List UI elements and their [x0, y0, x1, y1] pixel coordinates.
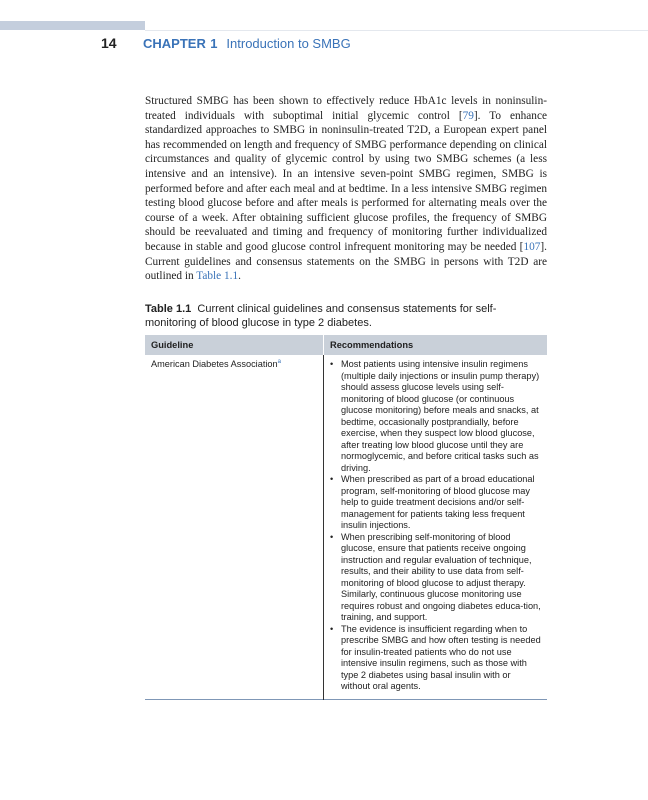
recommendation-text: Most patients using intensive insulin regimens (multiple daily injections or insulin pump therapy) should assess glucose levels using self-monitoring of blood glucose (or continuous glucose monitoring) before meals and snacks, at bedtime, occasionally postprandially, before exercise, when they suspect low blood glucose, after treating low blood glucose until they are normoglycemic, and before critical tasks such as driving. — [341, 359, 540, 473]
citation-link-79[interactable]: 79 — [462, 109, 474, 122]
recommendation-text: The evidence is insufficient regarding when to prescribe SMBG and how often testing is needed for insulin-treated patients who do not use intensive insulin regimens, such as those with type 2 diabetes using basal insulin with or without oral agents. — [341, 623, 541, 691]
page-number: 14 — [101, 35, 117, 51]
bullet-icon: • — [330, 474, 334, 484]
citation-link-107[interactable]: 107 — [523, 240, 541, 253]
guidelines-table — [145, 335, 547, 700]
table-caption-label: Table 1.1 — [145, 303, 192, 315]
table-caption — [145, 302, 547, 330]
table-caption-text: Current clinical guidelines and consensus statements for self-monitoring of blood glucose in type 2 diabetes. — [145, 303, 497, 329]
recommendations-list — [330, 359, 541, 693]
body-paragraph — [145, 94, 547, 284]
bullet-icon: • — [330, 531, 334, 542]
recommendation-text: When prescribed as part of a broad educational program, self-monitoring of blood glucose may help to guide treatment decisions and/or self-management for patients taking less frequent insulin injections. — [341, 474, 535, 530]
table-header-row — [145, 335, 547, 355]
paragraph-text-2: ]. To enhance standardized approaches to SMBG in noninsulin-treated T2D, a European expert panel has recommended on length and frequency of SMBG performance depending on clinical circumstances and quality of glycemic control by using two SMBG schemes (a less intensive and an intensive). In an intensive seven-point SMBG regimen, SMBG is performed before and after each meal and at bedtime. In a less intensive SMBG regimen testing blood glucose before and after meals is performed for alternating meals over the course of a week. After obtaining sufficient glucose profiles, the frequency of SMBG should be reevaluated and timing and frequency of monitoring further individualized because in stable and good glucose control infrequent monitoring may be needed [ — [145, 109, 547, 253]
list-item — [330, 359, 541, 474]
column-header-guideline: Guideline — [145, 335, 324, 355]
guideline-name: American Diabetes Association — [151, 359, 278, 369]
recommendations-cell — [324, 355, 548, 699]
table-row — [145, 355, 547, 699]
list-item — [330, 532, 541, 624]
table-reference-link[interactable]: Table 1.1 — [196, 270, 239, 283]
list-item — [330, 624, 541, 693]
paragraph-text-4: . — [238, 270, 241, 283]
chapter-title: Introduction to SMBG — [226, 36, 351, 51]
footnote-marker[interactable]: a — [277, 358, 281, 365]
paragraph-text-1: Structured SMBG has been shown to effectively reduce HbA1c levels in noninsulin-treated individuals with suboptimal initial glycemic control [ — [145, 95, 547, 122]
bullet-icon: • — [330, 623, 334, 634]
guideline-cell — [145, 355, 324, 699]
chapter-label: CHAPTER — [143, 36, 206, 51]
chapter-number: 1 — [210, 36, 218, 51]
header-rule — [145, 30, 648, 31]
paragraph-text-3: ]. Current guidelines and consensus statements on the SMBG in persons with T2D are outlined in — [145, 240, 547, 283]
recommendation-text: When prescribing self-monitoring of blood glucose, ensure that patients receive ongoing instruction and regular evaluation of technique, results, and their ability to use data from self-monitoring of blood glucose to adjust therapy. Similarly, continuous glucose monitoring use requires robust and ongoing diabetes educa-tion, training, and support. — [341, 531, 541, 622]
column-header-recommendations: Recommendations — [324, 335, 548, 355]
bullet-icon: • — [330, 359, 334, 369]
list-item — [330, 474, 541, 532]
running-header — [101, 35, 351, 53]
header-accent-bar — [0, 21, 145, 30]
